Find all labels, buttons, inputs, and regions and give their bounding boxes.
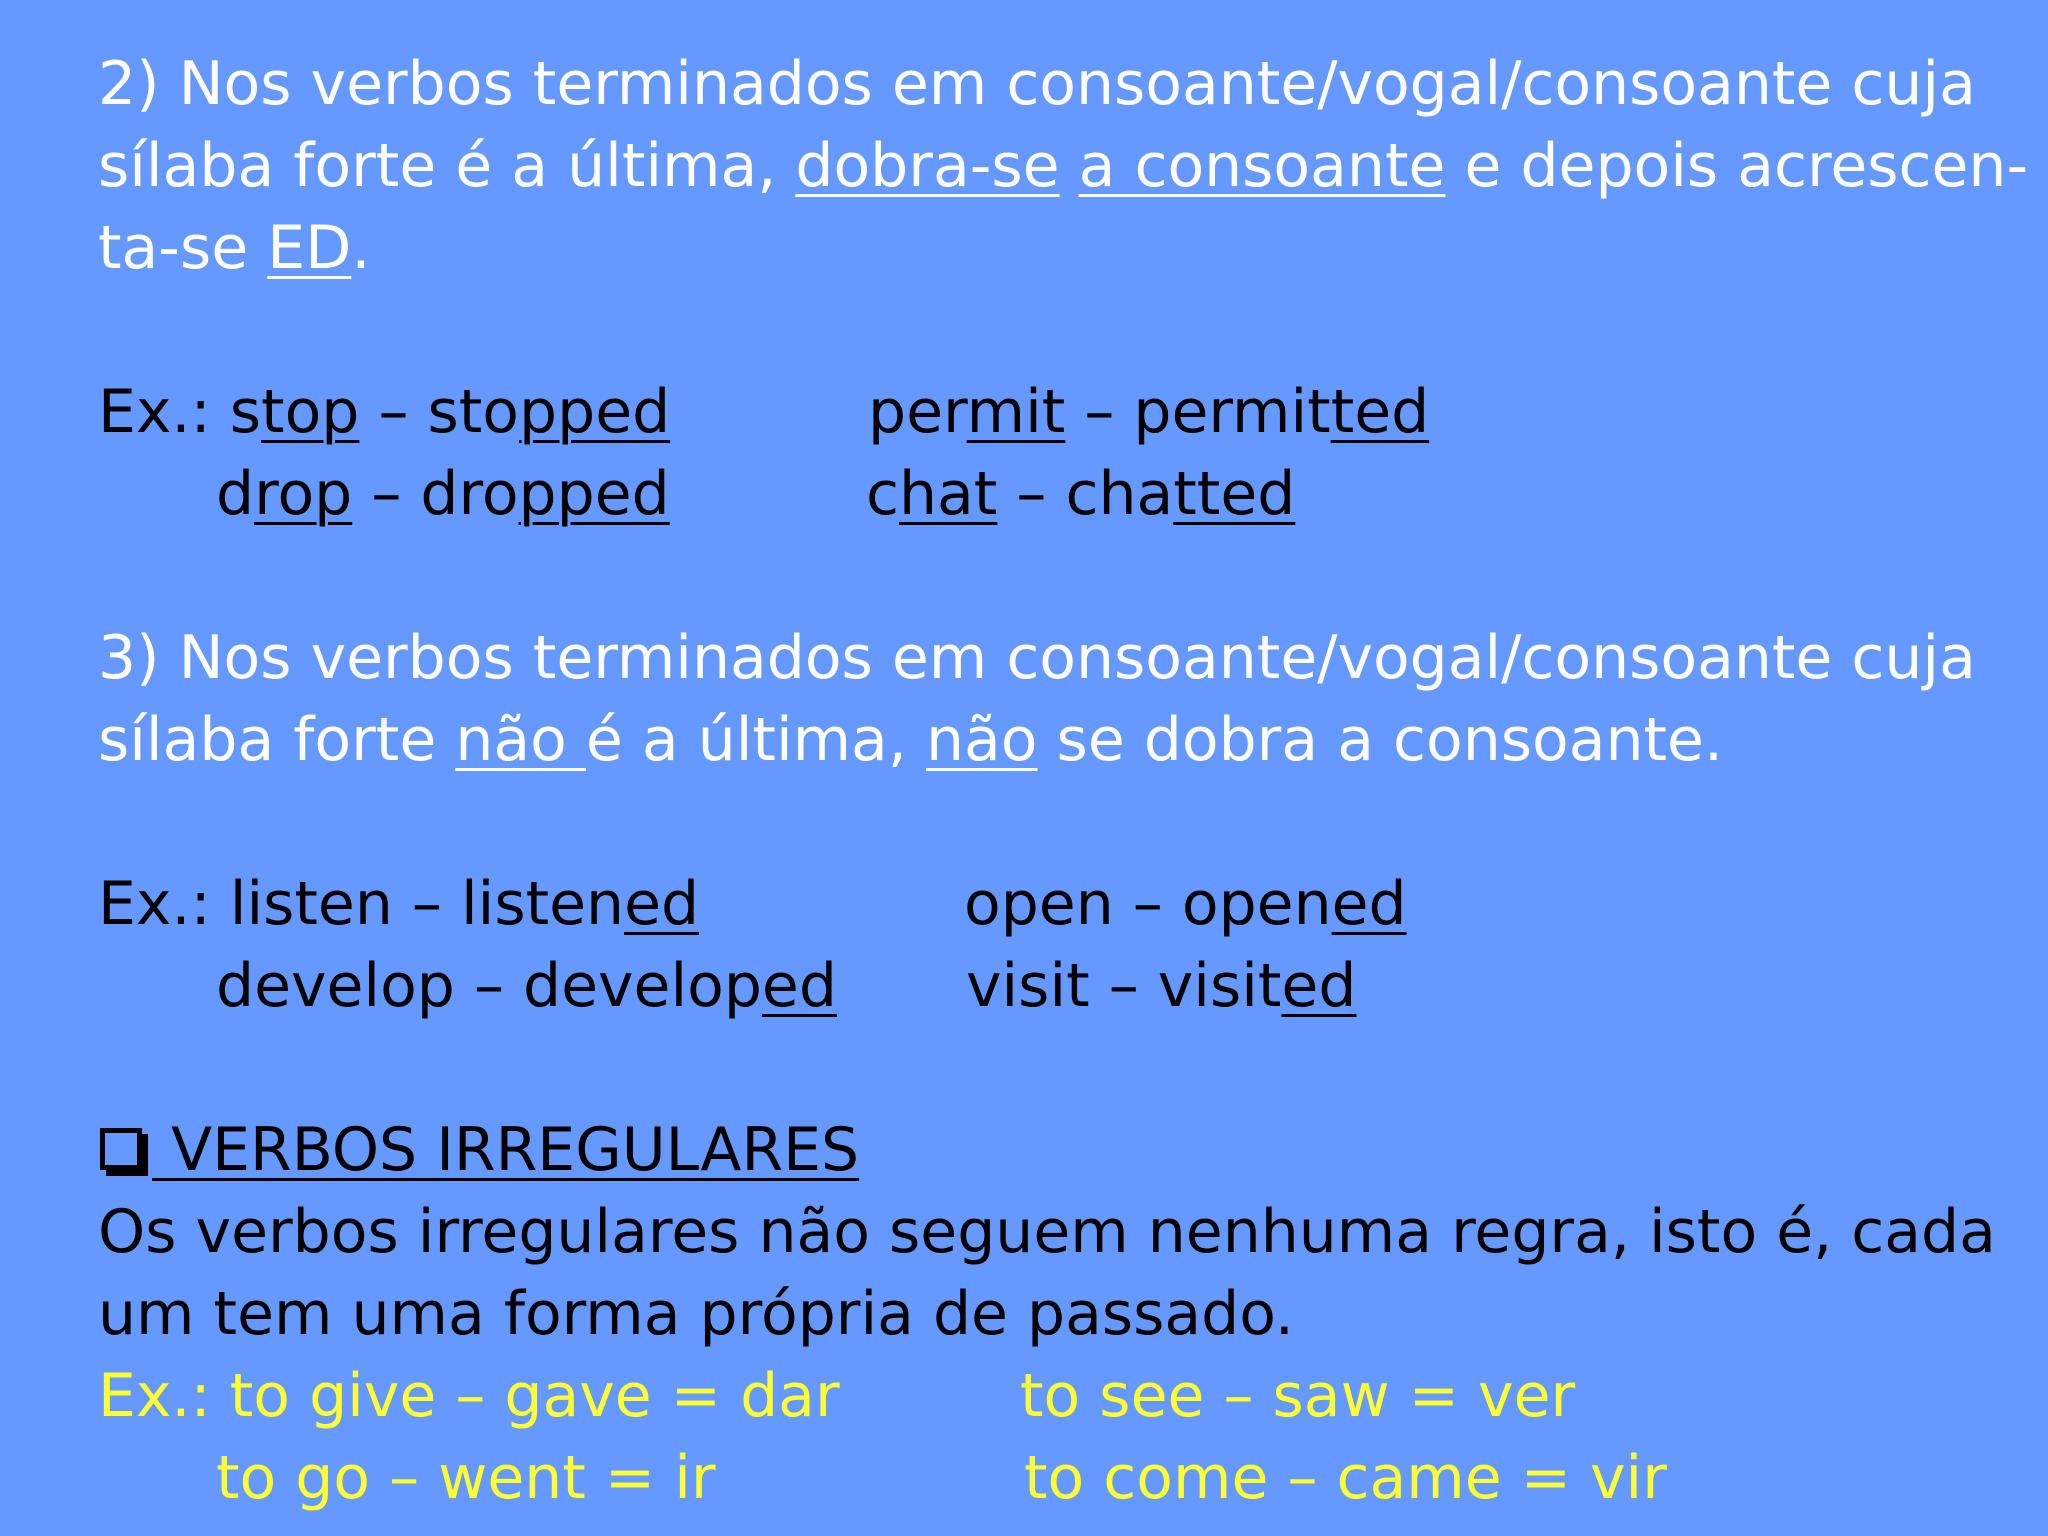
rule2-underlined-dobra: dobra-se [795,131,1060,201]
underlined-segment: top [261,377,360,447]
rule2-line2-text-b: e depois acrescen- [1445,131,2029,201]
text-segment: – permit [1065,377,1331,447]
irregular-example-give: Ex.: to give – gave = dar [98,1361,840,1431]
rule3-underlined-nao-1: não [455,705,586,775]
rule3-line2-text-a: sílaba forte [98,705,456,775]
text-segment: listen – listen [229,869,625,939]
irregular-text-line2: um tem uma forma própria de passado. [98,1279,1294,1349]
text-segment: s [229,377,262,447]
underlined-segment: ed [761,951,837,1021]
rule3-line2-text-b: é a última, [585,705,926,775]
underlined-segment: pped [519,377,671,447]
rule2-line2 [98,131,2029,201]
rule2-underlined-consoante: a consoante [1078,131,1446,201]
examples2-row2-left [216,951,837,1021]
examples2-row2-right [966,951,1357,1021]
example-permit-permitted [868,377,1429,447]
irregular-text-line1: Os verbos irregulares não seguem nenhuma regra, isto é, cada [98,1197,1996,1267]
rule3-line1: 3) Nos verbos terminados em consoante/vogal/consoante cuja [98,623,1976,693]
text-segment: – cha [997,459,1174,529]
rule2-underlined-ed: ED [267,213,352,283]
underlined-segment: mit [966,377,1066,447]
text-segment: d [216,459,255,529]
examples1-row2-right [866,459,1296,529]
underlined-segment: ed [1331,869,1407,939]
underlined-segment: ted [1330,377,1430,447]
underlined-segment: tted [1173,459,1296,529]
irregular-heading [100,1115,860,1185]
underlined-segment: ed [624,869,700,939]
underlined-segment: hat [899,459,998,529]
example-visit-visited [966,951,1356,1021]
irregular-example-come: to come – came = vir [1024,1443,1667,1513]
example-stop-stopped [230,377,670,447]
text-segment: – dro [352,459,519,529]
text-segment: per [868,377,967,447]
irregular-example-go: to go – went = ir [216,1443,716,1513]
text-segment: – sto [359,377,520,447]
rule3-line2 [98,705,1724,775]
rule2-line3 [98,213,371,283]
rule2-line3-text-b: . [351,213,371,283]
examples2-row1-right [964,869,1407,939]
underlined-segment: pped [518,459,670,529]
example-drop-dropped [216,459,670,529]
underlined-segment: rop [254,459,353,529]
rule2-line2-space [1060,131,1079,201]
text-segment: open – open [964,869,1332,939]
example-open-opened [964,869,1407,939]
example-listen-listened [230,869,699,939]
text-segment: visit – visit [966,951,1282,1021]
underlined-segment: ed [1281,951,1357,1021]
examples2-label: Ex.: [98,869,230,939]
rule2-line2-text-a: sílaba forte é a última, [98,131,796,201]
examples1-row1-right [868,377,1430,447]
text-segment: develop – develop [216,951,762,1021]
text-segment: c [866,459,899,529]
rule3-line2-text-c: se dobra a consoante. [1037,705,1724,775]
example-develop-developed [216,951,837,1021]
examples1-label: Ex.: [98,377,230,447]
checkbox-bullet-icon [100,1128,142,1170]
examples1-row1-left [98,377,671,447]
rule2-line1: 2) Nos verbos terminados em consoante/vogal/consoante cuja [98,49,1976,119]
irregular-heading-text: VERBOS IRREGULARES [152,1115,860,1185]
examples1-row2-left [216,459,670,529]
irregular-example-see: to see – saw = ver [1020,1361,1576,1431]
example-chat-chatted [866,459,1295,529]
examples2-row1-left [98,869,700,939]
rule2-line3-text-a: ta-se [98,213,268,283]
rule3-underlined-nao-2: não [925,705,1038,775]
